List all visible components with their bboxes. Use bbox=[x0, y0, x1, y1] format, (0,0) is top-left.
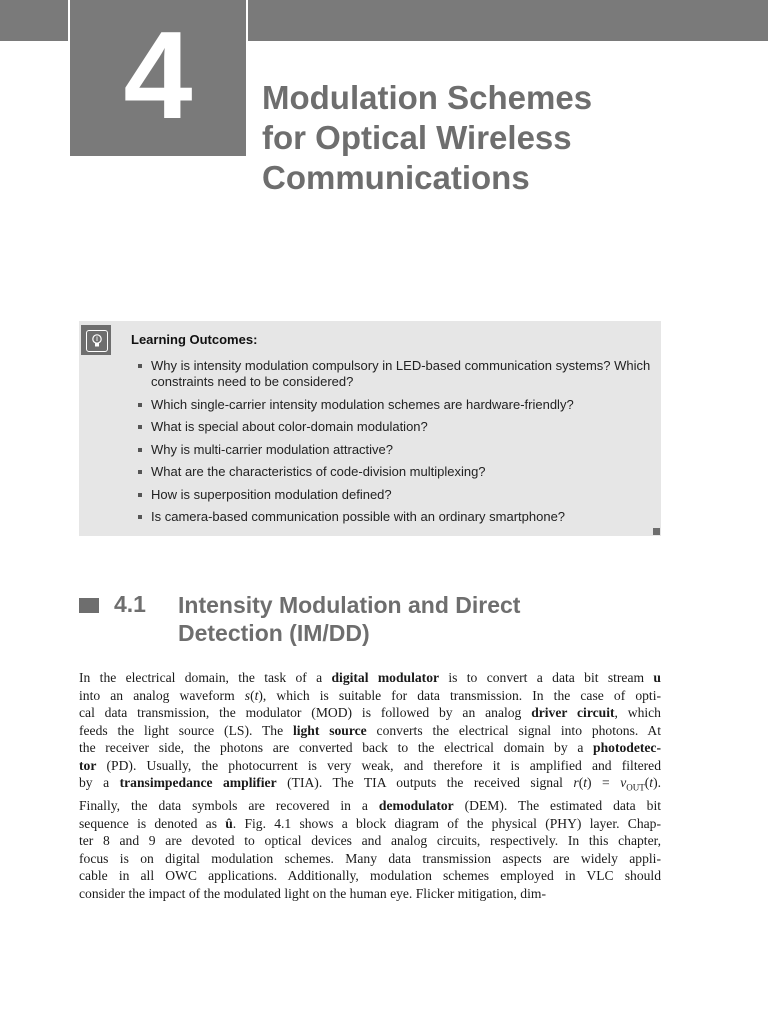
learning-outcomes-box bbox=[79, 321, 661, 536]
learning-outcomes-heading: Learning Outcomes: bbox=[131, 332, 258, 347]
body-line bbox=[79, 774, 661, 797]
body-line bbox=[79, 850, 661, 868]
section-title-line: Detection (IM/DD) bbox=[178, 620, 370, 646]
body-text-run: consider the impact of the modulated light on the human eye. Flicker mitigation, dim- bbox=[79, 885, 546, 901]
body-line bbox=[79, 722, 661, 740]
body-text-run: (DEM). The estimated data bit bbox=[453, 798, 661, 814]
body-text-run: cal data transmission, the modulator (MOD) is followed by an analog bbox=[79, 705, 532, 720]
bold-term: û bbox=[225, 815, 233, 831]
section-number: 4.1 bbox=[114, 591, 146, 617]
bold-term: demodulator bbox=[378, 798, 454, 814]
body-line bbox=[79, 669, 661, 687]
body-text-run: ), which is suitable for data transmission. In the case of opti- bbox=[258, 687, 662, 703]
body-text-run: t bbox=[254, 687, 259, 703]
body-line bbox=[79, 867, 661, 885]
body-text-run: In the electrical domain, the task of a bbox=[79, 670, 332, 685]
body-text-run: is to convert a data bit stream bbox=[439, 670, 654, 685]
body-text-run: (PD). Usually, the photocurrent is very weak, and therefore it is amplified and filtered bbox=[96, 757, 661, 773]
bold-term: digital modulator bbox=[331, 670, 440, 685]
learning-outcomes-list bbox=[136, 358, 651, 532]
list-item: How is superposition modulation defined? bbox=[136, 487, 651, 503]
list-item: Why is intensity modulation compulsory in LED-based communication systems? Which constraints need to be considered? bbox=[136, 358, 651, 390]
bold-term: u bbox=[653, 670, 661, 685]
body-text-run: into an analog waveform bbox=[79, 687, 245, 703]
body-text-run: converts the electrical signal into photons. At bbox=[366, 722, 661, 738]
section-marker bbox=[79, 598, 99, 613]
chapter-number: 4 bbox=[123, 7, 193, 145]
body-line bbox=[79, 885, 661, 903]
body-text-run: by a bbox=[79, 775, 120, 790]
body-text-run: ( bbox=[250, 687, 255, 703]
list-item: What is special about color-domain modulation? bbox=[136, 419, 651, 435]
body-text-run: ( bbox=[644, 775, 650, 790]
body-line bbox=[79, 704, 661, 722]
body-text-run: s bbox=[244, 687, 251, 703]
list-item: Is camera-based communication possible with an ordinary smartphone? bbox=[136, 509, 651, 525]
body-text-run: the receiver side, the photons are converted back to the electrical domain by a bbox=[79, 740, 594, 755]
header-bar-left bbox=[0, 0, 68, 41]
body-line bbox=[79, 757, 661, 775]
body-text-run: t bbox=[649, 775, 654, 790]
body-text-run: sequence is denoted as bbox=[79, 815, 226, 831]
body-text-run: t bbox=[583, 775, 587, 790]
body-line bbox=[79, 832, 661, 850]
body-line bbox=[79, 739, 661, 757]
body-text-run: r bbox=[573, 775, 579, 790]
body-line bbox=[79, 687, 661, 705]
section-title-line: Intensity Modulation and Direct bbox=[178, 592, 521, 618]
section-title bbox=[178, 591, 658, 647]
lightbulb-icon bbox=[81, 325, 111, 355]
body-text-run: ). bbox=[653, 775, 661, 790]
body-text-run: feeds the light source (LS). The bbox=[79, 722, 293, 738]
chapter-number-box bbox=[70, 0, 246, 156]
bold-term: photodetec- bbox=[593, 740, 661, 755]
body-text-run: ) = bbox=[587, 775, 621, 790]
body-text-run: focus is on digital modulation schemes. Many data transmission aspects are widely appli- bbox=[79, 850, 661, 866]
body-paragraph bbox=[79, 669, 661, 902]
chapter-title bbox=[262, 78, 742, 198]
body-text-run: Finally, the data symbols are recovered in a bbox=[79, 798, 379, 814]
body-text-run: OUT bbox=[626, 782, 645, 793]
body-text-run: . Fig. 4.1 shows a block diagram of the physical (PHY) layer. Chap- bbox=[232, 815, 661, 831]
bold-term: driver circuit bbox=[531, 705, 615, 720]
body-text-run: v bbox=[620, 775, 627, 790]
body-line bbox=[79, 815, 661, 833]
body-text-run: ter 8 and 9 are devoted to optical devices and analog circuits, respectively. In this chapter, bbox=[79, 833, 661, 849]
bold-term: light source bbox=[292, 722, 367, 738]
chapter-title-line: Modulation Schemes bbox=[262, 79, 593, 116]
chapter-title-line: Communications bbox=[262, 159, 530, 196]
body-text-run: ( bbox=[578, 775, 584, 790]
body-text-run: , which bbox=[614, 705, 661, 720]
body-line bbox=[79, 797, 661, 815]
chapter-title-line: for Optical Wireless bbox=[262, 119, 572, 156]
list-item: What are the characteristics of code-division multiplexing? bbox=[136, 464, 651, 480]
bold-term: transimpedance amplifier bbox=[119, 775, 277, 790]
body-text-run: (TIA). The TIA outputs the received signal bbox=[276, 775, 574, 790]
box-corner-marker bbox=[653, 528, 660, 535]
list-item: Why is multi-carrier modulation attractive? bbox=[136, 442, 651, 458]
body-text-run: cable in all OWC applications. Additionally, modulation schemes employed in VLC should bbox=[79, 868, 661, 884]
list-item: Which single-carrier intensity modulation schemes are hardware-friendly? bbox=[136, 397, 651, 413]
bold-term: tor bbox=[79, 757, 97, 773]
header-bar-right bbox=[248, 0, 768, 41]
